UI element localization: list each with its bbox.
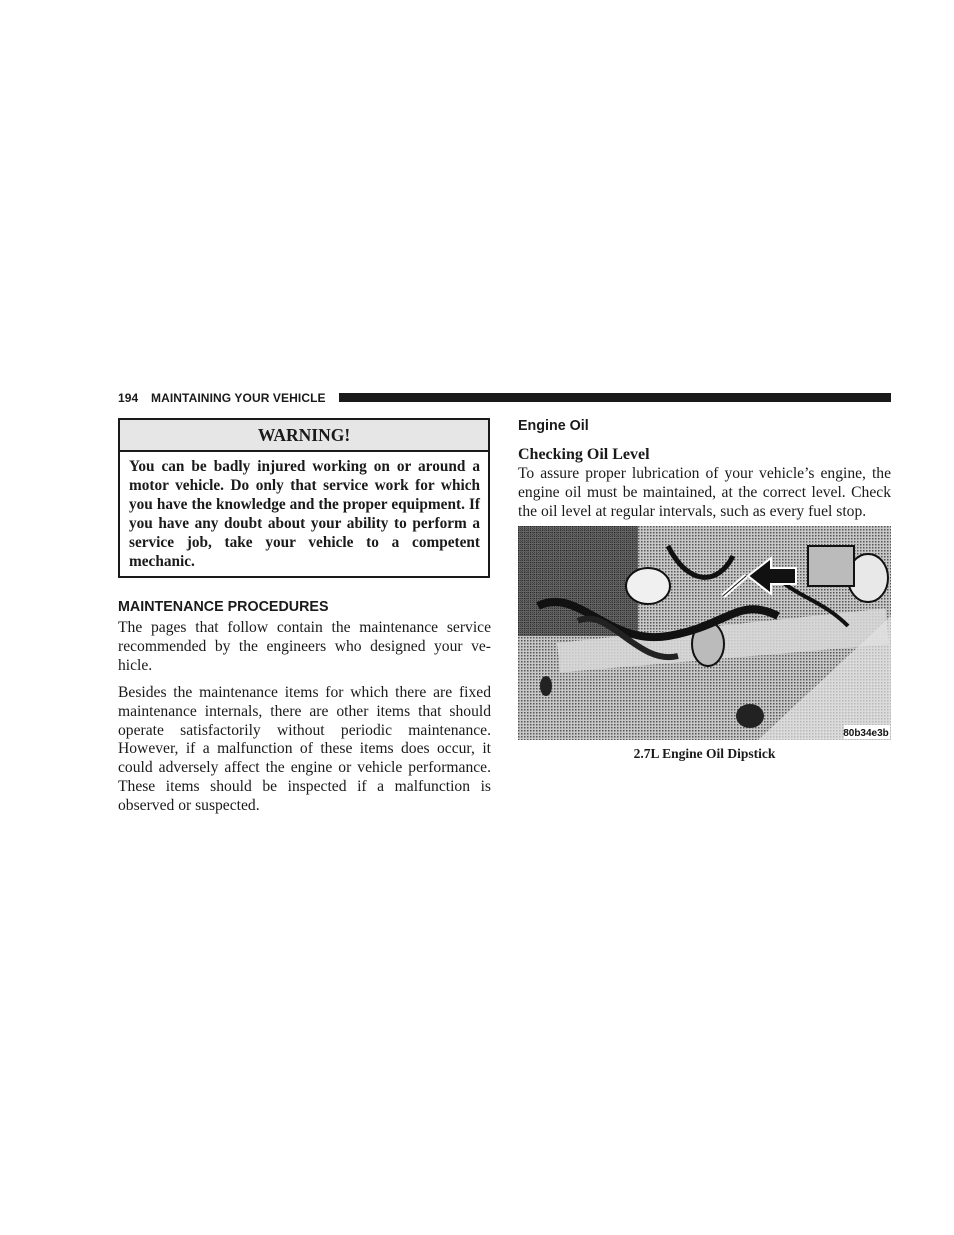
engine-oil-heading: Engine Oil <box>518 418 589 434</box>
warning-text: You can be badly injured working on or around a motor vehicle. Do only that service work for which you have the knowledge and the proper equipment. If you have any doubt about your ability to perform a service job, take your vehicle to a competent mechanic. <box>129 458 480 570</box>
warning-box <box>118 418 490 578</box>
page-number: 194 <box>118 391 139 405</box>
page-header <box>118 390 891 406</box>
engine-oil-dipstick-photo <box>518 526 891 740</box>
header-rule <box>339 393 891 402</box>
maintenance-paragraph-2: Besides the maintenance items for which there are fixed maintenance internals, there are other items that should operate satisfactorily without periodic maintenance. However, if a malfunction of these items does occur, it could adversely affect the engine or vehicle performance. These items should be inspected if a malfunction is observed or suspected. <box>118 684 491 814</box>
maintenance-heading: MAINTENANCE PROCEDURES <box>118 599 329 615</box>
maintenance-paragraph-1: The pages that follow contain the maintenance service recommended by the engineers who designed your ve-hicle. <box>118 619 491 674</box>
checking-oil-subheading: Checking Oil Level <box>518 446 650 463</box>
engine-oil-paragraph: To assure proper lubrication of your vehicle’s engine, the engine oil must be maintained, at the correct level. Check the oil level at regular intervals, such as every fuel stop. <box>518 465 891 520</box>
photo-caption: 2.7L Engine Oil Dipstick <box>633 746 776 761</box>
section-title: MAINTAINING YOUR VEHICLE <box>151 391 326 405</box>
warning-title: WARNING! <box>120 420 488 452</box>
image-code-label: 80b34e3b <box>843 728 889 739</box>
